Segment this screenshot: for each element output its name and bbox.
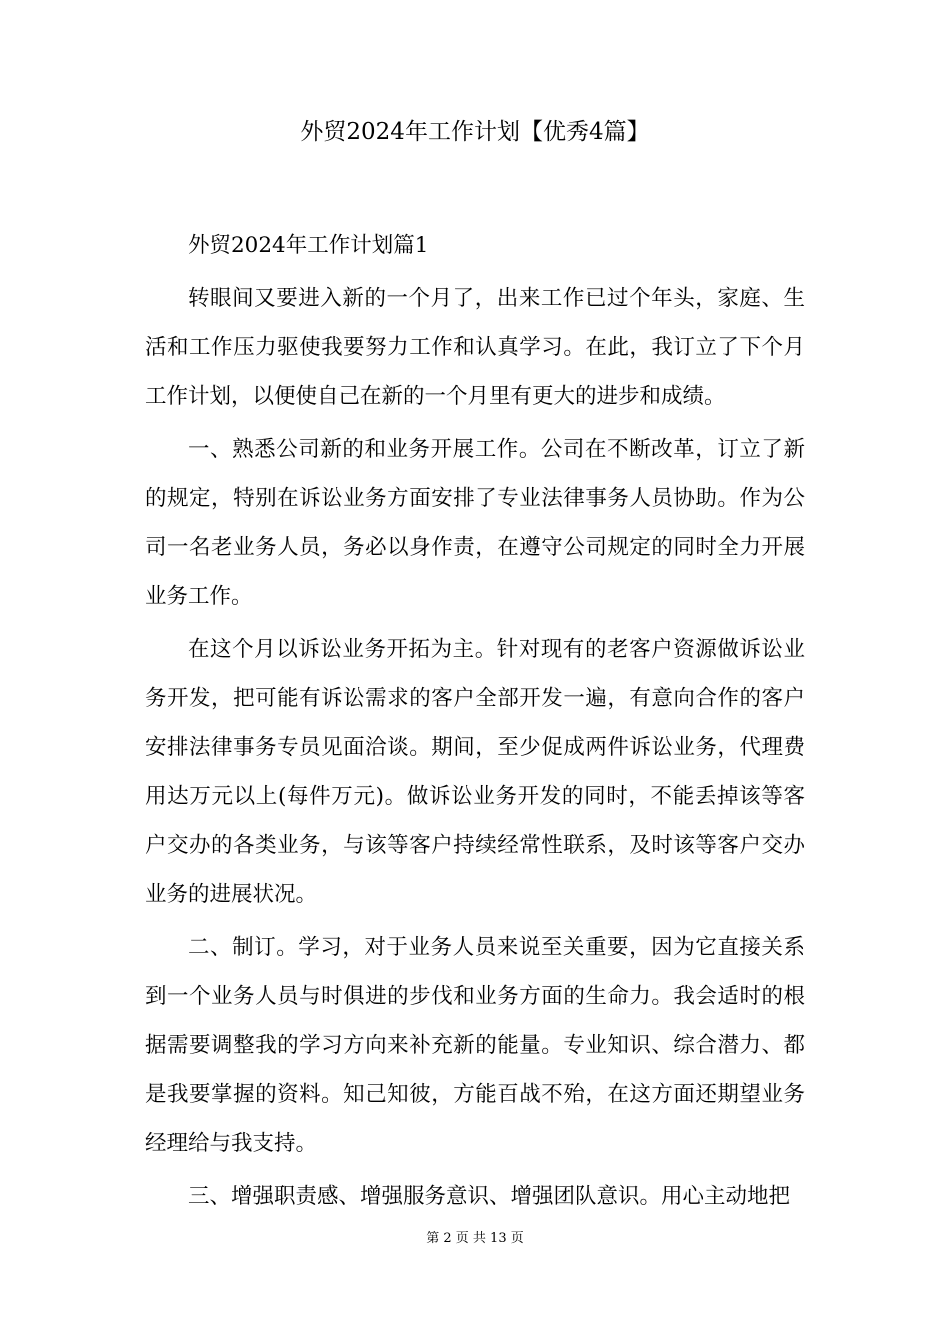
paragraph: 三、增强职责感、增强服务意识、增强团队意识。用心主动地把: [188, 1184, 791, 1209]
paragraph: 转眼间又要进入新的一个月了，出来工作已过个年头，家庭、生活和工作压力驱使我要努力工作和认真学习。在此，我订立了下个月工作计划，以便使自己在新的一个月里有更大的进步和成绩。: [145, 286, 805, 409]
section-heading: 外贸2024年工作计划篇1: [188, 233, 429, 258]
paragraph: 一、熟悉公司新的和业务开展工作。公司在不断改革，订立了新的规定，特别在诉讼业务方面安排了专业法律事务人员协助。作为公司一名老业务人员，务必以身作责，在遵守公司规定的同时全力开展业务工作。: [145, 437, 805, 609]
document-body: [145, 221, 805, 1221]
paragraph: 在这个月以诉讼业务开拓为主。针对现有的老客户资源做诉讼业务开发，把可能有诉讼需求的客户全部开发一遍，有意向合作的客户安排法律事务专员见面洽谈。期间，至少促成两件诉讼业务，代理费用达万元以上(每件万元)。做诉讼业务开发的同时，不能丢掉该等客户交办的各类业务，与该等客户持续经常性联系，及时该等客户交办业务的进展状况。: [145, 637, 805, 907]
document-title: 外贸2024年工作计划【优秀4篇】: [300, 119, 650, 145]
paragraph: 二、制订。学习，对于业务人员来说至关重要，因为它直接关系到一个业务人员与时俱进的步伐和业务方面的生命力。我会适时的根据需要调整我的学习方向来补充新的能量。专业知识、综合潜力、都是我要掌握的资料。知己知彼，方能百战不殆，在这方面还期望业务经理给与我支持。: [145, 935, 805, 1156]
page-number-footer: 第 2 页 共 13 页: [426, 1231, 524, 1246]
